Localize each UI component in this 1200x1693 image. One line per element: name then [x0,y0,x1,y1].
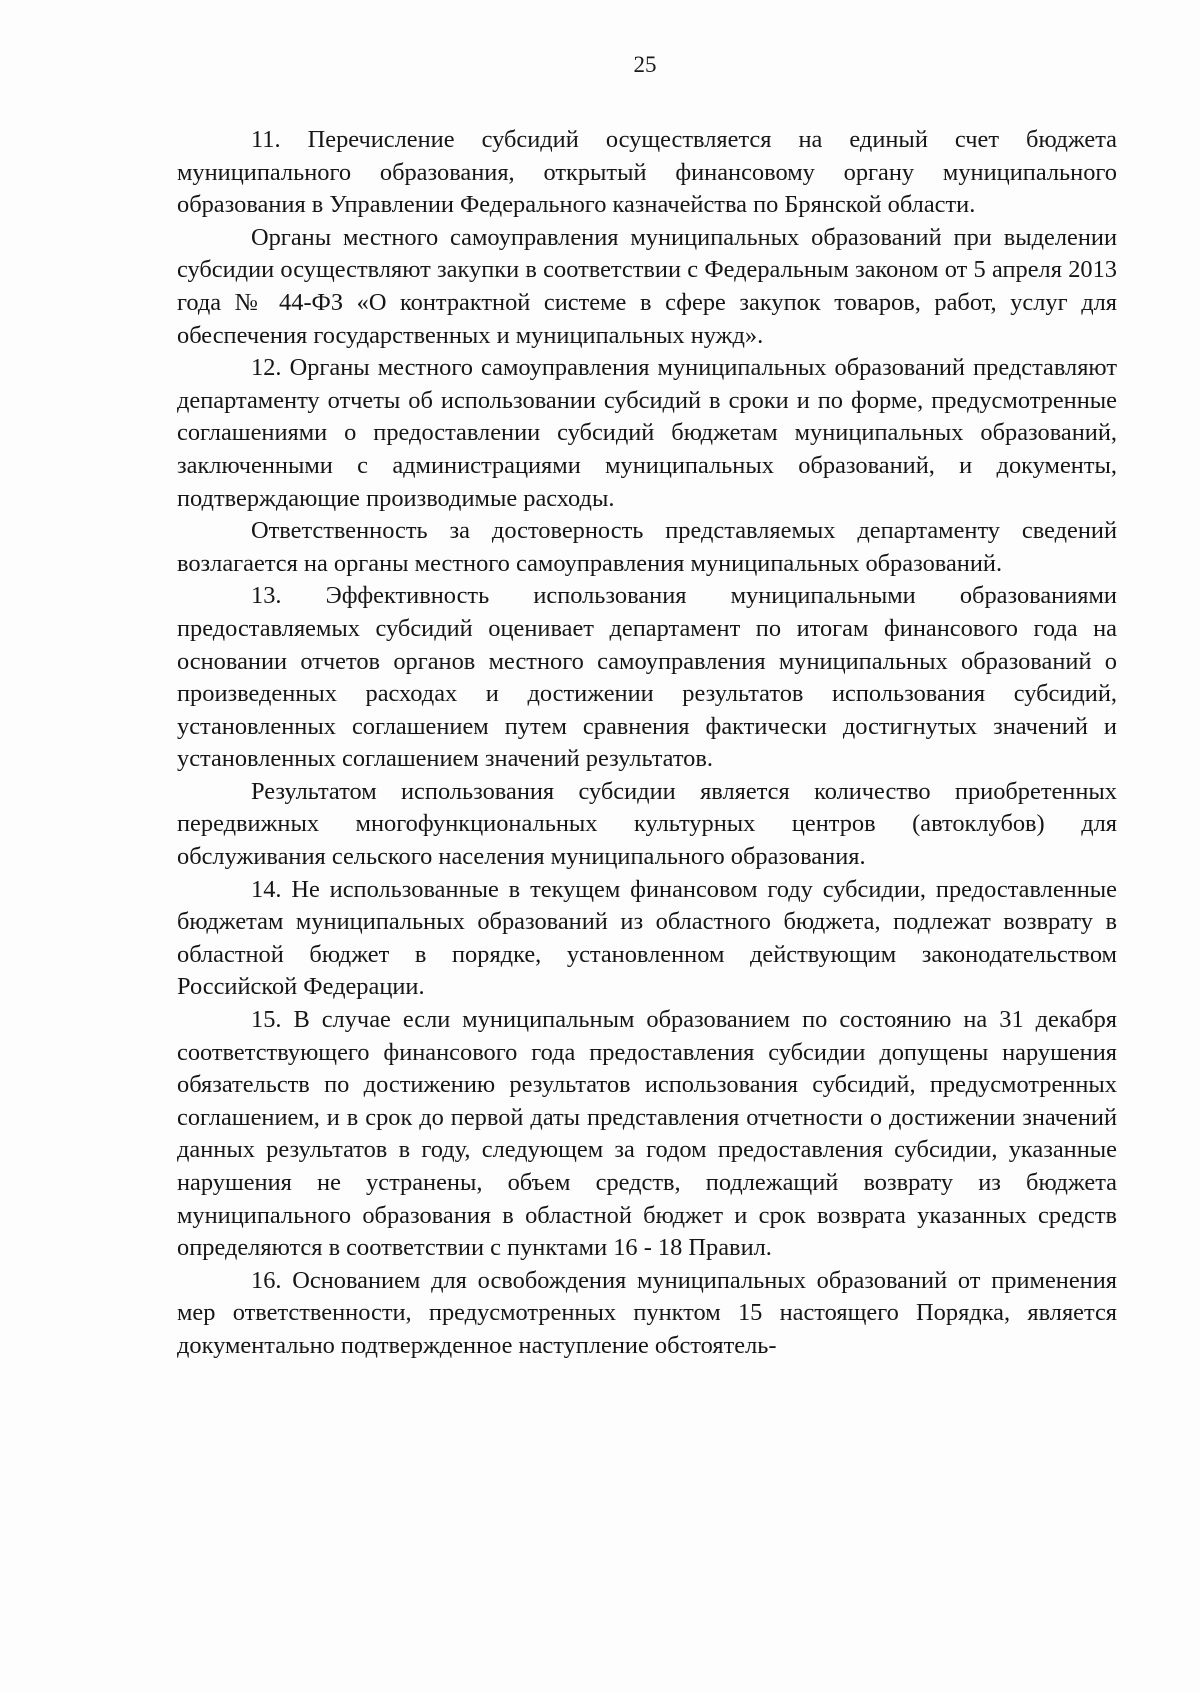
paragraph-item-15: 15. В случае если муниципальным образованием по состоянию на 31 декабря соответствующего финансового года предоставления субсидии допущены нарушения обязательств по достижению результатов использования субсидий, предусмотренных соглашением, и в срок до первой даты представления отчетности о достижении значений данных результатов в году, следующем за годом предоставления субсидии, указанные нарушения не устранены, объем средств, подлежащий возврату из бюджета муниципального образования в областной бюджет и срок возврата указанных средств определяются в соответствии с пунктами 16 - 18 Правил. [177,1006,1117,1262]
page-number: 25 [633,52,657,77]
paragraph-item-14: 14. Не использованные в текущем финансовом году субсидии, предоставленные бюджетам муниципальных образований из областного бюджета, подлежат возврату в областной бюджет в порядке, установленном действующим законодательством Российской Федерации. [177,875,1117,1001]
paragraph-item-12: 12. Органы местного самоуправления муниципальных образований представляют департаменту отчеты об использовании субсидий в сроки и по форме, предусмотренные соглашениями о предоставлении субсидий бюджетам муниципальных образований, заключенными с администрациями муниципальных образований, и документы, подтверждающие производимые расходы. [177,354,1117,512]
paragraph-item-11: 11. Перечисление субсидий осуществляется на единый счет бюджета муниципального образования, открытый финансовому органу муниципального образования в Управлении Федерального казначейства по Брянской области. [177,126,1117,219]
paragraph-procurement: Органы местного самоуправления муниципальных образований при выделении субсидии осуществляют закупки в соответствии с Федеральным законом от 5 апреля 2013 года № 44-ФЗ «О контрактной системе в сфере закупок товаров, работ, услуг для обеспечения государственных и муниципальных нужд». [177,223,1117,349]
paragraph-result: Результатом использования субсидии является количество приобретенных передвижных многофункциональных культурных центров (автоклубов) для обслуживания сельского населения муниципального образования. [177,777,1117,871]
document-body [177,124,1117,1363]
paragraph-item-16: 16. Основанием для освобождения муниципальных образований от применения мер ответственности, предусмотренных пунктом 15 настоящего Порядка, является документально подтвержденное наступление обстоятель- [177,1266,1117,1359]
paragraph-responsibility: Ответственность за достоверность представляемых департаменту сведений возлагается на органы местного самоуправления муниципальных образований. [177,517,1117,577]
paragraph-item-13: 13. Эффективность использования муниципальными образованиями предоставляемых субсидий оценивает департамент по итогам финансового года на основании отчетов органов местного самоуправления муниципальных образований о произведенных расходах и достижении результатов использования субсидий, установленных соглашением путем сравнения фактически достигнутых значений и установленных соглашением значений результатов. [177,582,1117,773]
